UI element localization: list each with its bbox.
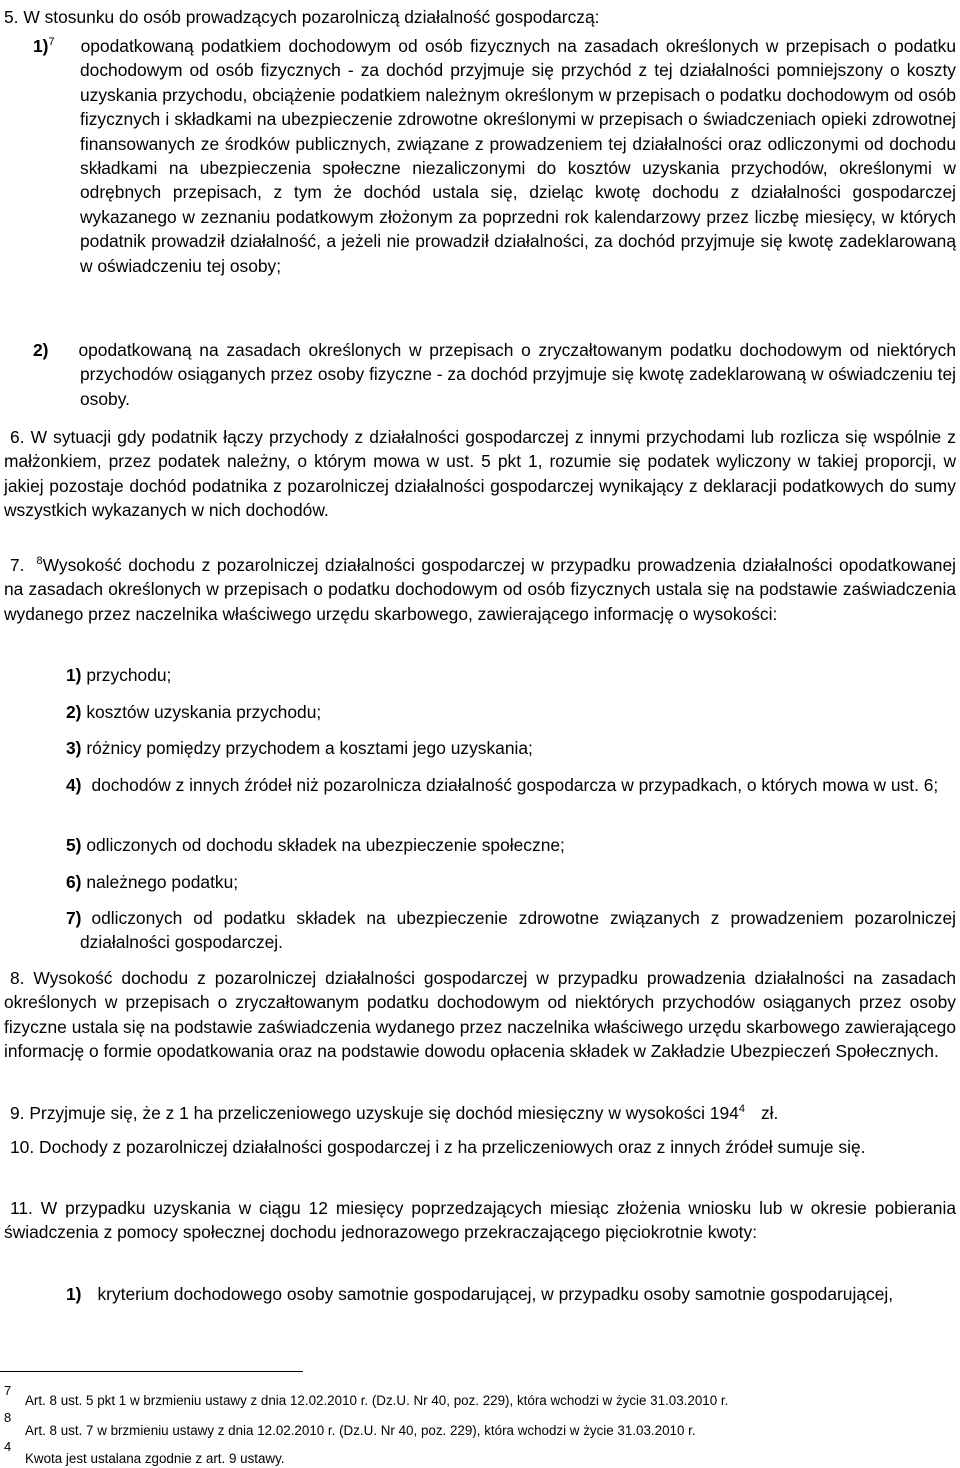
item-text: dochodów z innych źródeł niż pozarolnicza działalność gospodarcza w przypadkach, o których mowa w ust. 6;: [91, 775, 939, 795]
footnote-mark: 8: [4, 1410, 12, 1425]
footnote-mark: 4: [4, 1439, 12, 1454]
item-text: kryterium dochodowego osoby samotnie gospodarującej, w przypadku osoby samotnie gospodarującej,: [97, 1284, 894, 1304]
item-number: 7): [66, 908, 82, 928]
footnote-separator: [0, 1371, 303, 1372]
list-item: [66, 833, 956, 857]
item-text: przychodu;: [86, 665, 172, 685]
item-number: 2): [66, 702, 82, 722]
paragraph-tail: zł.: [760, 1103, 779, 1123]
footnote-text: Art. 8 ust. 5 pkt 1 w brzmieniu ustawy z dnia 12.02.2010 r. (Dz.U. Nr 40, poz. 229), która wchodzi w życie 31.03.2010 r.: [25, 1393, 729, 1408]
item-text: odliczonych od podatku składek na ubezpieczenie zdrowotne związanych z prowadzeniem pozarolniczej działalności gospodarczej.: [80, 908, 956, 953]
list-item: [66, 700, 956, 724]
item-number: 1): [33, 36, 49, 56]
list-item: [66, 870, 956, 894]
list-item: [66, 773, 956, 797]
item-number: 1): [66, 665, 82, 685]
paragraph-10: 10. Dochody z pozarolniczej działalności gospodarczej i z ha przeliczeniowych oraz z innych źródeł sumuje się.: [10, 1137, 866, 1157]
footnote-text: Kwota jest ustalana zgodnie z art. 9 ustawy.: [25, 1451, 285, 1466]
item-text: należnego podatku;: [86, 872, 239, 892]
item-number: 6): [66, 872, 82, 892]
footnote-ref-8: 8: [36, 555, 43, 568]
list-item: [66, 906, 956, 955]
item-number: 3): [66, 738, 82, 758]
item-number: 1): [66, 1284, 82, 1304]
paragraph-7: [4, 553, 956, 626]
paragraph-11: 11. W przypadku uzyskania w ciągu 12 miesięcy poprzedzających miesiąc złożenia wniosku lub w okresie pobierania świadczenia z pomocy społecznej dochodu jednorazowego przekraczającego pięciokrotnie kwoty:: [4, 1198, 956, 1243]
paragraph-8: 8. Wysokość dochodu z pozarolniczej działalności gospodarczej w przypadku prowadzenia działalności na zasadach określonych w przepisach o zryczałtowanym podatku dochodowym od niektórych przychodów osiąganych przez osoby fizyczne ustala się na podstawie zaświadczenia wydanego przez naczelnika właściwego urzędu skarbowego zawierającego informację o formie opodatkowania oraz na podstawie dowodu opłacenia składek w Zakładzie Ubezpieczeń Społecznych.: [4, 968, 956, 1062]
item-number: 4): [66, 775, 82, 795]
footnote-mark: 7: [4, 1383, 12, 1398]
item-text: opodatkowaną na zasadach określonych w przepisach o zryczałtowanym podatku dochodowym od niektórych przychodów osiąganych przez osoby fizyczne - za dochód przyjmuje się kwotę zadeklarowaną w oświadczeniu tej osoby.: [78, 340, 956, 409]
list-item: [66, 663, 956, 687]
paragraph-5-lead: 5. W stosunku do osób prowadzących pozarolniczą działalność gospodarczą:: [4, 7, 600, 27]
paragraph-number: 7.: [10, 555, 25, 575]
item-text: odliczonych od dochodu składek na ubezpieczenie społeczne;: [86, 835, 565, 855]
footnote-text: Art. 8 ust. 7 w brzmieniu ustawy z dnia 12.02.2010 r. (Dz.U. Nr 40, poz. 229), która wchodzi w życie 31.03.2010 r.: [25, 1423, 696, 1438]
footnote-ref-7: 7: [48, 36, 55, 49]
paragraph-text: 9. Przyjmuje się, że z 1 ha przeliczeniowego uzyskuje się dochód miesięczny w wysokości 194: [10, 1103, 739, 1123]
paragraph-5-item-2: [33, 338, 956, 411]
item-number: 2): [33, 340, 49, 360]
paragraph-11-item-1: [66, 1282, 956, 1306]
item-text: kosztów uzyskania przychodu;: [86, 702, 322, 722]
paragraph-5-item-1: [33, 34, 956, 278]
item-text: różnicy pomiędzy przychodem a kosztami jego uzyskania;: [86, 738, 533, 758]
footnote-ref-4: 4: [738, 1103, 745, 1116]
list-item: [66, 736, 956, 760]
paragraph-text: Wysokość dochodu z pozarolniczej działalności gospodarczej w przypadku prowadzenia działalności opodatkowanej na zasadach określonych w przepisach o podatku dochodowym od osób fizycznych ustala się na podstawie zaświadczenia wydanego przez naczelnika właściwego urzędu skarbowego, zawierającego informację o wysokości:: [4, 555, 956, 624]
paragraph-9: [4, 1101, 956, 1125]
item-text: opodatkowaną podatkiem dochodowym od osób fizycznych na zasadach określonych w przepisach o podatku dochodowym od osób fizycznych - za dochód przyjmuje się przychód z tej działalności pomniejszony o koszty uzyskania przychodu, obciążenie podatkiem należnym określonym w przepisach o podatku dochodowym od osób fizycznych i składkami na ubezpieczenie zdrowotne określonymi w przepisach o świadczeniach opieki zdrowotnej finansowanych ze środków publicznych, związane z prowadzeniem tej działalności oraz odliczonymi od dochodu składkami na ubezpieczenia społeczne niezaliczonymi do kosztów uzyskania przychodów, określonymi w odrębnych przepisach, z tym że dochód ustala się, dzieląc kwotę dochodu z działalności gospodarczej wykazanego w zeznaniu podatkowym złożonym za poprzedni rok kalendarzowy przez liczbę miesięcy, w których podatnik prowadził działalność, a jeżeli nie prowadził działalności, za dochód przyjmuje się kwotę zadeklarowaną w oświadczeniu tej osoby;: [80, 36, 956, 276]
paragraph-6: 6. W sytuacji gdy podatnik łączy przychody z działalności gospodarczej z innymi przychodami lub rozlicza się wspólnie z małżonkiem, przez podatek należny, o którym mowa w ust. 5 pkt 1, rozumie się podatek wyliczony w takiej proporcji, w jakiej pozostaje dochód podatnika z pozarolniczej działalności gospodarczej wynikający z deklaracji podatkowych do sumy wszystkich wykazanych w nich dochodów.: [4, 427, 956, 521]
item-number: 5): [66, 835, 82, 855]
